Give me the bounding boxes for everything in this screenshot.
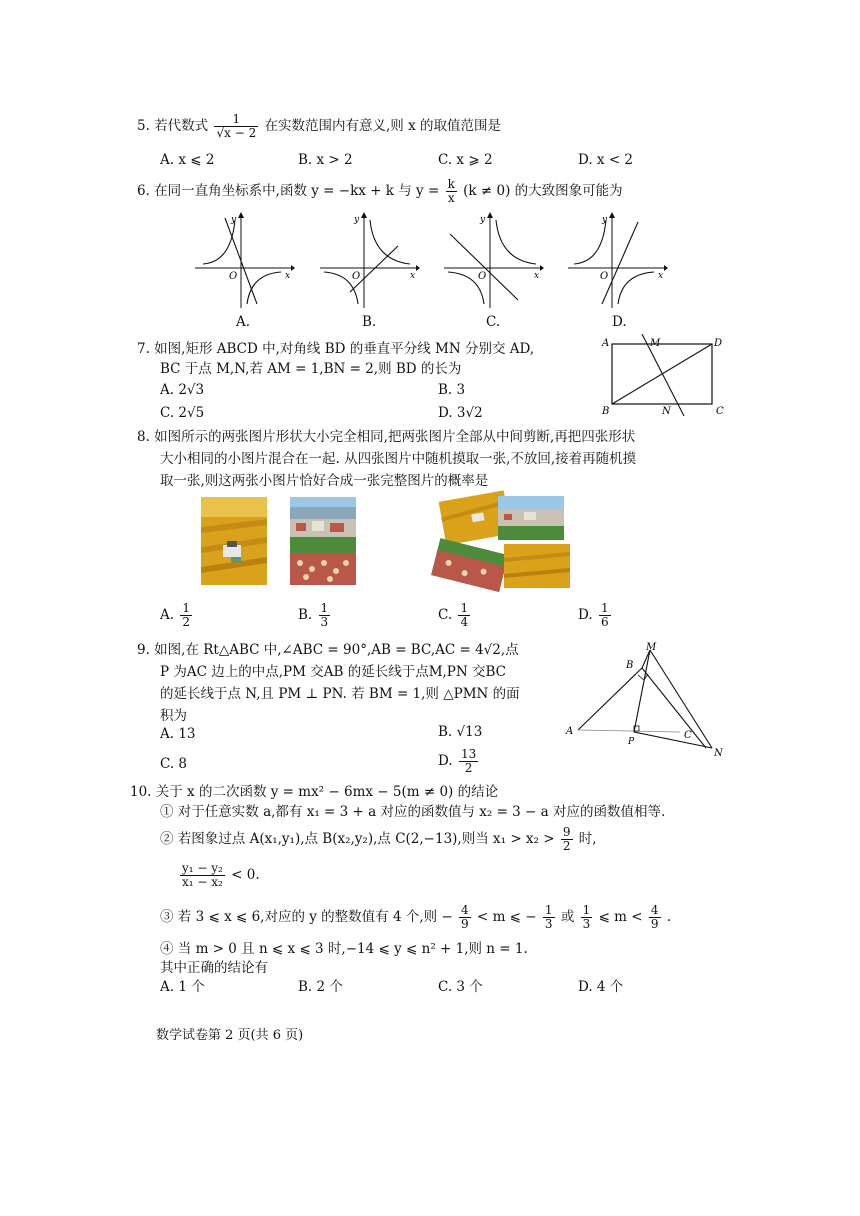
q7-rectangle-figure xyxy=(598,334,730,418)
q7-stem-line2: BC 于点 M,N,若 AM = 1,BN = 2,则 BD 的长为 xyxy=(160,361,462,377)
q8-option-b-den: 3 xyxy=(320,615,329,630)
q6d-x-label: x xyxy=(658,271,664,281)
q6-stem xyxy=(137,178,623,205)
q8-photo-field xyxy=(201,497,267,585)
q10-s3-frac2 xyxy=(543,904,555,931)
q6c-y-label: y xyxy=(480,215,486,225)
q9-label-n: N xyxy=(714,748,723,759)
q5-option-c: C. x ⩾ 2 xyxy=(438,152,493,168)
q10-s3-frac3 xyxy=(581,904,593,931)
q5-prefix: 5. 若代数式 xyxy=(137,118,209,135)
q8-option-b-fraction xyxy=(319,602,331,629)
q9-label-b: B xyxy=(626,660,634,671)
q8-option-c xyxy=(438,602,472,629)
q10-statement-1: ① 对于任意实数 a,都有 x₁ = 3 + a 对应的函数值与 x₂ = 3 − a 对应的函数值相等. xyxy=(160,804,666,820)
q6d-origin-label: O xyxy=(600,271,609,282)
q7-stem-line1: 7. 如图,矩形 ABCD 中,对角线 BD 的垂直平分线 MN 分别交 AD, xyxy=(137,341,535,357)
q10-s3-end: . xyxy=(666,909,672,926)
q9-label-p: P xyxy=(628,737,635,747)
q8-option-a-num: 1 xyxy=(182,601,190,615)
q6b-x-label: x xyxy=(410,271,416,281)
q10-s2-text: ② 若图象过点 A(x₁,y₁),点 B(x₂,y₂),点 C(2,−13),则当 x₁ > x₂ > xyxy=(160,831,555,848)
q9-label-c: C xyxy=(684,730,692,741)
q5-fraction xyxy=(214,113,258,140)
q6a-origin-label: O xyxy=(229,271,238,282)
q8-option-d-den: 6 xyxy=(600,615,609,630)
q10-s2-num: 9 xyxy=(562,825,571,839)
q6-prefix: 6. 在同一直角坐标系中,函数 y = −kx + k 与 y = xyxy=(137,183,440,200)
q10-s2-slope-den: x₁ − x₂ xyxy=(182,875,223,890)
q7-label-b: B xyxy=(602,406,610,417)
q9-label-a: A xyxy=(566,726,574,737)
q10-s3-frac1-den: 9 xyxy=(461,917,469,932)
q6-graph-b xyxy=(320,212,420,310)
q7-label-a: A xyxy=(602,338,610,349)
q8-option-a xyxy=(160,602,194,629)
q5-frac-num: 1 xyxy=(214,113,258,127)
q6d-y-label: y xyxy=(602,215,608,225)
q8-option-d xyxy=(578,602,613,629)
q7-option-b: B. 3 xyxy=(438,382,466,398)
q8-option-b xyxy=(298,602,332,629)
q9-stem-line3: 的延长线于点 N,且 PM ⊥ PN. 若 BM = 1,则 △PMN 的面 xyxy=(160,686,520,702)
q7-option-d: D. 3√2 xyxy=(438,405,483,421)
q5-option-d: D. x < 2 xyxy=(578,152,634,168)
q9-option-d-fraction xyxy=(459,748,478,775)
q5-option-b: B. x > 2 xyxy=(298,152,353,168)
q5-frac-den: √x − 2 xyxy=(216,126,257,141)
q10-stem: 10. 关于 x 的二次函数 y = mx² − 6mx − 5(m ≠ 0) 的结论 xyxy=(130,784,499,800)
q7-label-d: D xyxy=(714,338,723,349)
q10-s3-frac4 xyxy=(649,904,661,931)
q9-triangle-figure xyxy=(564,640,732,762)
q9-label-m: M xyxy=(646,642,657,653)
q5-option-a: A. x ⩽ 2 xyxy=(160,152,215,168)
q9-option-d-num: 13 xyxy=(460,747,477,761)
q6c-origin-label: O xyxy=(478,271,487,282)
q6-graph-d xyxy=(568,212,668,310)
q8-stem-line2: 大小相同的小图片混合在一起. 从四张图片中随机摸取一张,不放回,接着再随机摸 xyxy=(160,451,637,467)
q9-option-d-letter: D. xyxy=(438,753,453,770)
q8-photo-village xyxy=(290,497,356,585)
q7-label-m: M xyxy=(650,338,661,349)
q5-suffix: 在实数范围内有意义,则 x 的取值范围是 xyxy=(264,118,501,135)
q10-s3-or: 或 xyxy=(560,909,575,926)
q10-s2-slope-num: y₁ − y₂ xyxy=(182,861,223,875)
q9-option-c: C. 8 xyxy=(160,756,188,772)
q10-s3-frac2-den: 3 xyxy=(544,917,553,932)
q8-option-d-num: 1 xyxy=(600,601,609,615)
q10-statement-2 xyxy=(160,826,597,853)
q8-option-c-letter: C. xyxy=(438,607,453,624)
q10-statement-3 xyxy=(160,904,671,931)
q9-stem-line4: 积为 xyxy=(160,708,187,724)
q6-graph-c xyxy=(444,212,544,310)
q9-stem-line2: P 为AC 边上的中点,PM 交AB 的延长线于点M,PN 交BC xyxy=(160,664,506,680)
q6a-x-label: x xyxy=(285,271,291,281)
q6b-y-label: y xyxy=(354,215,360,225)
q10-conclusion: 其中正确的结论有 xyxy=(160,960,268,976)
q6-suffix: (k ≠ 0) 的大致图象可能为 xyxy=(463,183,623,200)
q9-option-b: B. √13 xyxy=(438,724,483,740)
q10-s3-mid2: ⩽ m < xyxy=(598,909,643,926)
q10-s2-den: 2 xyxy=(562,839,571,854)
q10-s2-fraction xyxy=(561,826,573,853)
q10-option-b: B. 2 个 xyxy=(298,979,343,995)
q8-option-d-letter: D. xyxy=(578,607,593,624)
q6-frac-den: x xyxy=(447,191,455,206)
q8-option-b-num: 1 xyxy=(320,601,329,615)
q7-label-n: N xyxy=(662,406,671,417)
q8-stem-line3: 取一张,则这两张小图片恰好合成一张完整图片的概率是 xyxy=(160,473,489,489)
q9-stem-line1: 9. 如图,在 Rt△ABC 中,∠ABC = 90°,AB = BC,AC = 4√2,点 xyxy=(137,642,519,658)
q5-stem xyxy=(137,113,501,140)
q9-option-a: A. 13 xyxy=(160,726,196,742)
q8-option-d-fraction xyxy=(599,602,611,629)
q6a-y-label: y xyxy=(231,215,237,225)
q10-s2-tail: 时, xyxy=(578,831,597,848)
q6-fraction xyxy=(446,178,457,205)
q10-option-d: D. 4 个 xyxy=(578,979,624,995)
q8-option-a-den: 2 xyxy=(182,615,190,630)
q7-option-c: C. 2√5 xyxy=(160,405,205,421)
q10-s3-frac4-num: 4 xyxy=(650,903,659,917)
q10-s3-frac4-den: 9 xyxy=(650,917,659,932)
q6-label-d: D. xyxy=(612,314,627,330)
q10-option-c: C. 3 个 xyxy=(438,979,483,995)
q10-s2-slope-tail: < 0. xyxy=(231,867,260,884)
q10-s3-frac3-num: 1 xyxy=(582,903,591,917)
q8-option-c-den: 4 xyxy=(460,615,469,630)
q10-statement-2-inequality xyxy=(178,862,260,889)
q10-statement-4: ④ 当 m > 0 且 n ⩽ x ⩽ 3 时,−14 ⩽ y ⩽ n² + 1,则 n = 1. xyxy=(160,941,528,957)
q10-s3-text: ③ 若 3 ⩽ x ⩽ 6,对应的 y 的整数值有 4 个,则 − xyxy=(160,909,453,926)
q10-s3-mid1: < m ⩽ − xyxy=(476,909,537,926)
q9-option-d xyxy=(438,748,480,775)
q8-option-b-letter: B. xyxy=(298,607,313,624)
q9-option-d-den: 2 xyxy=(464,761,473,776)
q10-s3-frac3-den: 3 xyxy=(582,917,591,932)
q6b-origin-label: O xyxy=(352,271,361,282)
q6-label-a: A. xyxy=(236,314,251,330)
q8-stem-line1: 8. 如图所示的两张图片形状大小完全相同,把两张图片全部从中间剪断,再把四张形状 xyxy=(137,429,636,445)
q6-graph-a xyxy=(195,212,295,310)
q10-option-a: A. 1 个 xyxy=(160,979,205,995)
q10-s3-frac1 xyxy=(459,904,471,931)
q6-frac-num: k xyxy=(447,177,455,191)
q7-label-c: C xyxy=(716,406,724,417)
q6-label-b: B. xyxy=(362,314,377,330)
q8-option-c-num: 1 xyxy=(460,601,469,615)
q6-label-c: C. xyxy=(486,314,501,330)
q6c-x-label: x xyxy=(534,271,540,281)
q7-option-a: A. 2√3 xyxy=(160,382,205,398)
q10-s3-frac1-num: 4 xyxy=(461,903,469,917)
q8-option-c-fraction xyxy=(458,602,470,629)
q10-s2-slope-fraction xyxy=(180,862,225,889)
q8-option-a-letter: A. xyxy=(160,607,175,624)
q8-option-a-fraction xyxy=(180,602,192,629)
page-footer: 数学试卷第 2 页(共 6 页) xyxy=(156,1028,304,1043)
q8-photo-mixed xyxy=(424,488,574,592)
q10-s3-frac2-num: 1 xyxy=(544,903,553,917)
